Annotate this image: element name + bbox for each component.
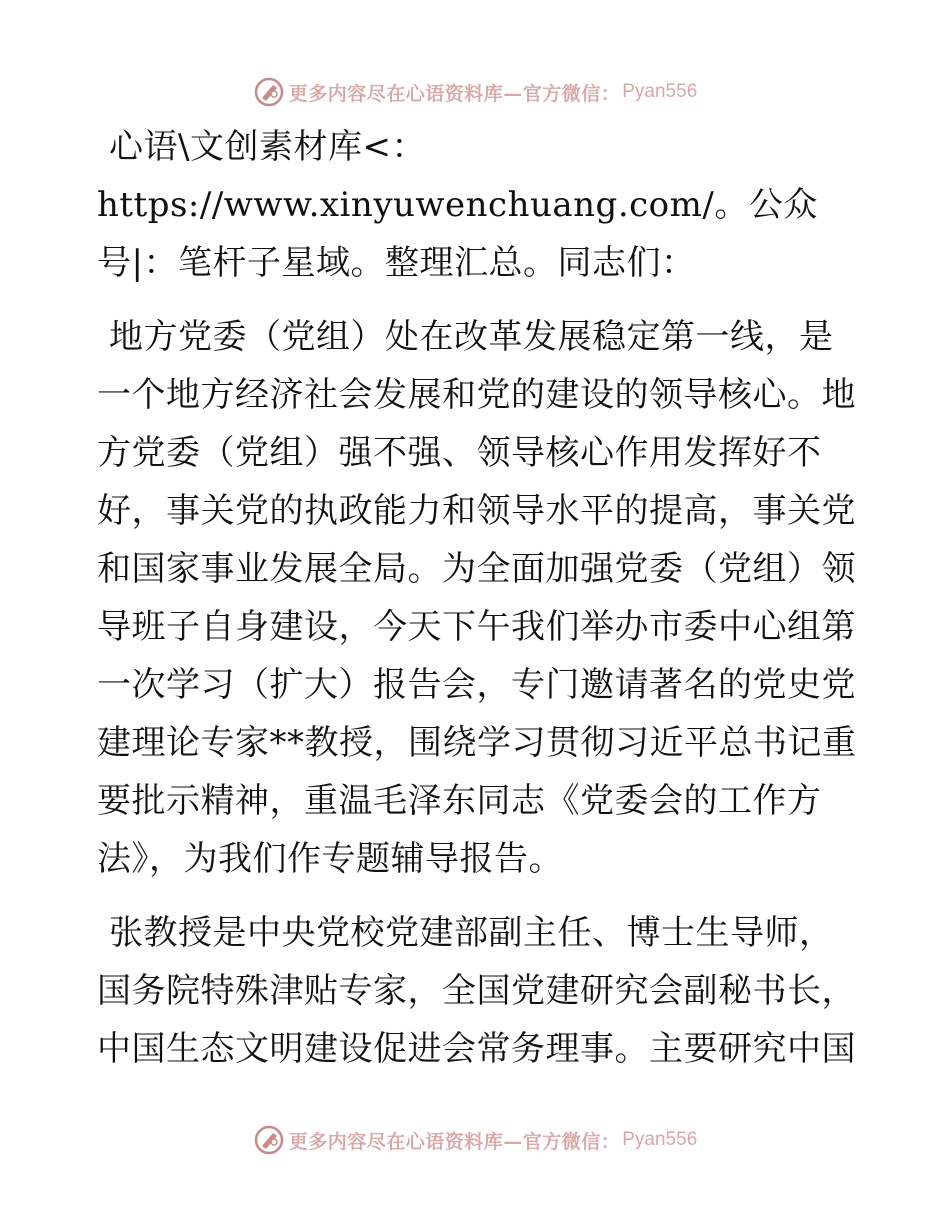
footer-banner-contact: Pyan556 [622,1129,698,1150]
paragraph-intro: 心语\文创素材库<：https://www.xinyuwenchuang.com/。公众号|：笔杆子星域。整理汇总。同志们： [97,127,818,283]
pen-circle-logo-icon [253,1124,285,1156]
footer-watermark-banner [0,1120,950,1160]
header-watermark-banner [0,72,950,112]
pen-circle-logo-icon [253,76,285,108]
paragraph-party-committee: 地方党委（党组）处在改革发展稳定第一线，是一个地方经济社会发展和党的建设的领导核心。地方党委（党组）强不强、领导核心作用发挥好不好，事关党的执政能力和领导水平的提高，事关党和国家事业发展全局。为全面加强党委（党组）领导班子自身建设，今天下午我们举办市委中心组第一次学习（扩大）报告会，专门邀请著名的党史党建理论专家**教授，围绕学习贯彻习近平总书记重要批示精神，重温毛泽东同志《党委会的工作方法》，为我们作专题辅导报告。 [97,317,857,879]
footer-banner-text: 更多内容尽在心语资料库—官方微信： [288,1130,621,1153]
document-body [97,118,857,1094]
header-banner-text: 更多内容尽在心语资料库—官方微信： [288,82,621,105]
paragraph-professor-intro: 张教授是中央党校党建部副主任、博士生导师，国务院特殊津贴专家，全国党建研究会副秘书长，中国生态文明建设促进会常务理事。主要研究中国 [97,913,856,1069]
header-banner-contact: Pyan556 [622,81,698,102]
